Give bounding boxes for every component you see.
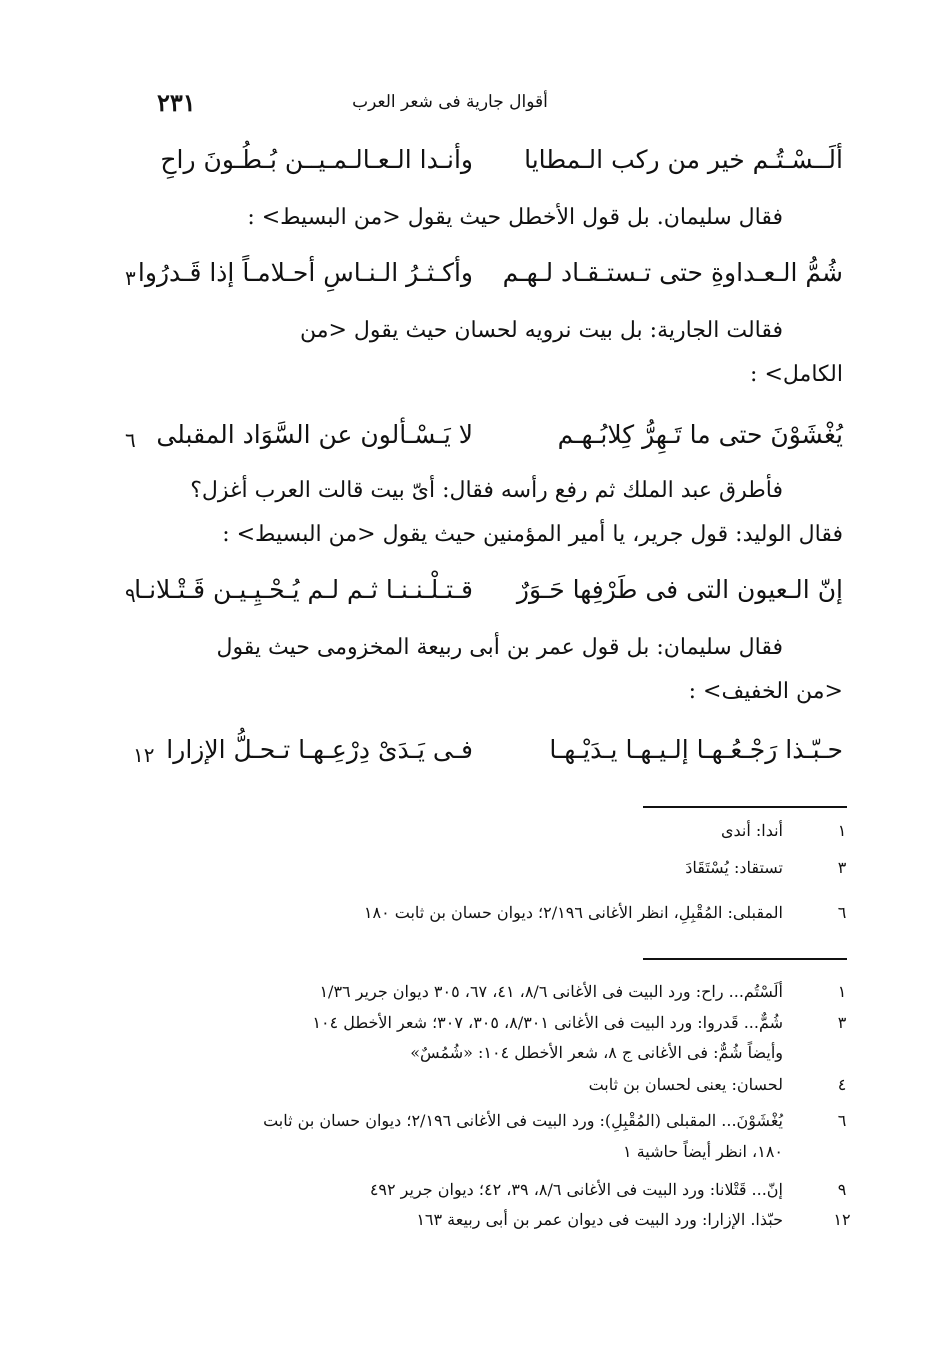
note-number: ٦ bbox=[837, 1111, 847, 1130]
verse-first-hemistich: يُغْشَوْنَ حتى ما تَـهِرُّ كِلابُـهـم bbox=[557, 420, 843, 449]
verse-first-hemistich: ألَــسْـتُـم خير من ركب الـمطايا bbox=[524, 145, 843, 174]
prose-line: <من الخفيف> : bbox=[688, 679, 843, 704]
note-text: أندا: أندى bbox=[720, 821, 783, 840]
verse-second-hemistich: قـتـلْـنـنـا ثـم لـم يُـحْـيِـيـن قَـتْـلانـا bbox=[134, 575, 473, 604]
note-number: ١ bbox=[837, 821, 847, 840]
note-number: ١ bbox=[837, 982, 847, 1001]
note-number: ٤ bbox=[837, 1075, 847, 1094]
note-text: ١٨٠، انظر أيضاً حاشية ١ bbox=[623, 1142, 783, 1161]
prose-line: فقالت الجارية: بل بيت نرويه لحسان حيث يقول <من bbox=[299, 318, 783, 343]
prose-line: الكامل> : bbox=[750, 362, 843, 387]
apparatus-divider bbox=[643, 806, 847, 808]
verse-second-hemistich: لا يَـسْـألون عن السَّوَاد المقبلى bbox=[156, 420, 473, 449]
verse-second-hemistich: وأنـدا الـعـالـمـيــن بُـطُـونَ راحِ bbox=[160, 145, 473, 174]
note-text: ألَسْتُم... راح: ورد البيت فى الأغانى ٨/٦، ٤١، ٦٧، ٣٠٥ ديوان جرير ١/٣٦ bbox=[319, 982, 783, 1001]
note-number: ٣ bbox=[837, 858, 847, 877]
verse-number: ٦ bbox=[125, 428, 136, 452]
note-text: يُغْشَوْنَ... المقبلى (المُقْبِلِ): ورد البيت فى الأغانى ٢/١٩٦؛ ديوان حسان بن ثابت bbox=[263, 1111, 783, 1130]
note-text: إنّ... قَتْلانا: ورد البيت فى الأغانى ٨/٦، ٣٩، ٤٢؛ ديوان جرير ٤٩٢ bbox=[369, 1180, 783, 1199]
note-number: ٦ bbox=[837, 903, 847, 922]
prose-line: فقال سليمان. بل قول الأخطل حيث يقول <من البسيط> : bbox=[247, 205, 783, 230]
note-number: ١٢ bbox=[833, 1210, 851, 1229]
note-number: ٩ bbox=[837, 1180, 847, 1199]
verse-number: ١٢ bbox=[133, 743, 155, 767]
verse-second-hemistich: فـى يَـدَىْ دِرْعِـهـا تـحـلُّ الإزارا bbox=[166, 735, 473, 764]
verse-first-hemistich: إنّ الـعيون التى فى طَرْفِها حَـوَرٌ bbox=[516, 575, 843, 604]
note-text: شُمٌّ... قَدروا: ورد البيت فى الأغانى ٨/٣٠١، ٣٠٥، ٣٠٧؛ شعر الأخطل ١٠٤ bbox=[312, 1013, 783, 1032]
note-text: حبّذا. الإزارا: ورد البيت فى ديوان عمر بن أبى ربيعة ١٦٣ bbox=[416, 1210, 783, 1229]
verse-number: ٣ bbox=[125, 266, 136, 290]
note-text: المقبلى: المُقْبِلِ، انظر الأغانى ٢/١٩٦؛ ديوان حسان بن ثابت ١٨٠ bbox=[363, 903, 783, 922]
note-text: تستقاد: يُسْتَقَادَ bbox=[685, 858, 783, 877]
verse-first-hemistich: شُمُّ الـعـداوةِ حتى تـستـقـاد لـهـم bbox=[502, 258, 843, 287]
note-text: لحسان: يعنى لحسان بن ثابت bbox=[588, 1075, 783, 1094]
page-number: ٢٣١ bbox=[157, 88, 196, 117]
prose-line: فأطرق عبد الملك ثم رفع رأسه فقال: أىّ بيت قالت العرب أغزل؟ bbox=[190, 478, 783, 503]
prose-line: فقال الوليد: قول جرير، يا أمير المؤمنين حيث يقول <من البسيط> : bbox=[222, 522, 843, 547]
verse-first-hemistich: حـبّـذا رَجْـعُـهـا إلـيـهـا يـدَيْـهـا bbox=[549, 735, 843, 764]
note-number: ٣ bbox=[837, 1013, 847, 1032]
apparatus-divider bbox=[643, 958, 847, 960]
running-title: أقوال جارية فى شعر العرب bbox=[352, 92, 548, 112]
verse-number: ٩ bbox=[125, 583, 136, 607]
prose-line: فقال سليمان: بل قول عمر بن أبى ربيعة المخزومى حيث يقول bbox=[216, 635, 783, 660]
note-text: وأيضاً شُمٌّ: فى الأغانى ج ٨، شعر الأخطل ١٠٤: «شُمُسٌ» bbox=[410, 1043, 783, 1062]
verse-second-hemistich: وأكـثـرُ الـنـاسِ أحـلامـاً إذا قَـدرُوا bbox=[137, 258, 473, 287]
